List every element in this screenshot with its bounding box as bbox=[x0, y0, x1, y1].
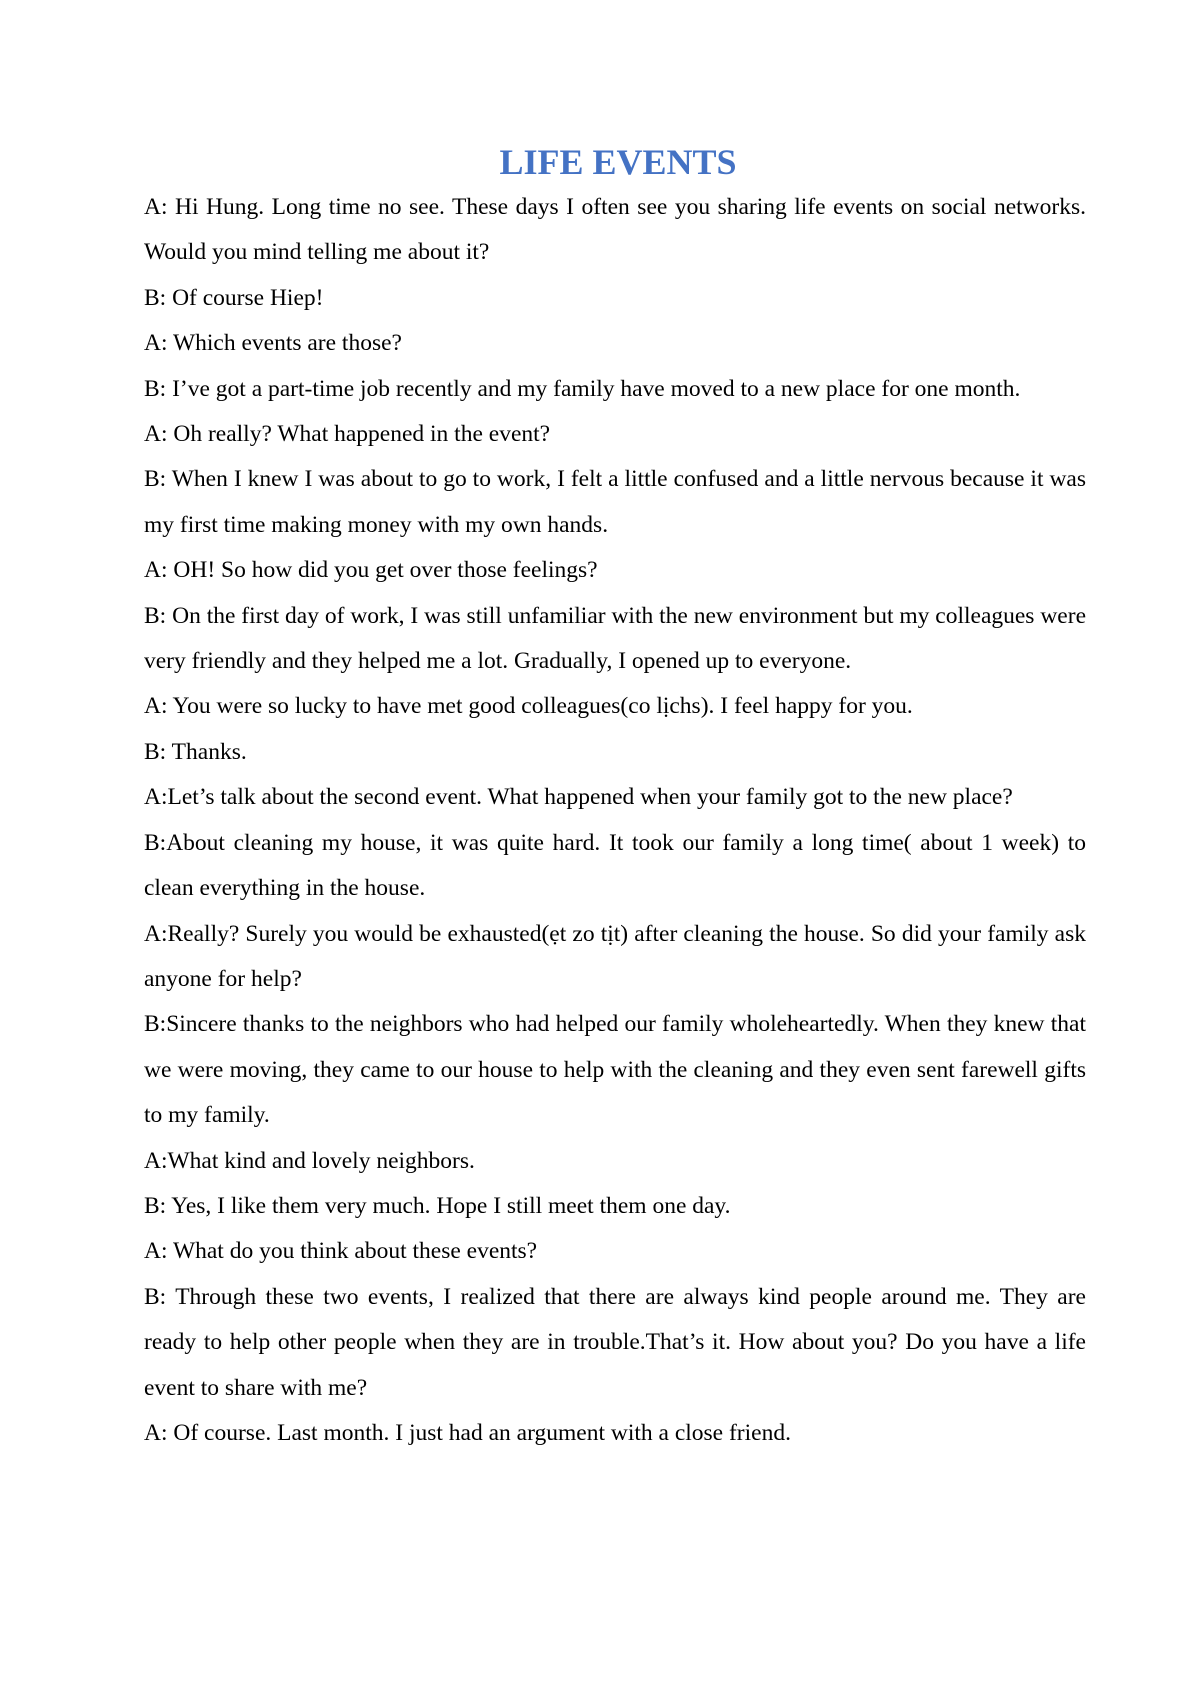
dialogue-line: B: Of course Hiep! bbox=[144, 284, 324, 311]
dialogue-line: B: Yes, I like them very much. Hope I still meet them one day. bbox=[144, 1192, 731, 1219]
dialogue-line: A: You were so lucky to have met good colleagues(co lịchs). I feel happy for you. bbox=[144, 693, 913, 720]
dialogue-line: B: Thanks. bbox=[144, 738, 247, 765]
dialogue-line: A:What kind and lovely neighbors. bbox=[144, 1147, 475, 1174]
dialogue-line: A: Hi Hung. Long time no see. These days I often see you sharing life events on social networks. Would you mind telling me about it? bbox=[144, 194, 1086, 266]
dialogue-line: B: When I knew I was about to go to work, I felt a little confused and a little nervous because it was my first time making money with my own hands. bbox=[144, 466, 1086, 538]
dialogue-line: B: I’ve got a part-time job recently and my family have moved to a new place for one month. bbox=[144, 375, 1021, 402]
dialogue-line: A:Really? Surely you would be exhausted(ẹt zo tịt) after cleaning the house. So did your family ask anyone for help? bbox=[144, 920, 1086, 992]
dialogue-line: A: Of course. Last month. I just had an argument with a close friend. bbox=[144, 1419, 791, 1446]
dialogue-line: A: What do you think about these events? bbox=[144, 1238, 538, 1265]
dialogue-line: A: Oh really? What happened in the event? bbox=[144, 421, 551, 448]
dialogue-line: B: On the first day of work, I was still unfamiliar with the new environment but my colleagues were very friendly and they helped me a lot. Gradually, I opened up to everyone. bbox=[144, 602, 1086, 675]
dialogue-line: A: OH! So how did you get over those feelings? bbox=[144, 557, 598, 584]
dialogue-line: A: Which events are those? bbox=[144, 330, 402, 357]
dialogue-line: B:Sincere thanks to the neighbors who had helped our family wholeheartedly. When they knew that we were moving, they came to our house to help with the cleaning and they even sent farewell gifts to my family. bbox=[144, 1011, 1086, 1129]
dialogue-body bbox=[144, 185, 1086, 1456]
dialogue-line: A:Let’s talk about the second event. What happened when your family got to the new place? bbox=[144, 784, 1013, 811]
dialogue-line: B:About cleaning my house, it was quite hard. It took our family a long time( about 1 week) to clean everything in the house. bbox=[144, 829, 1086, 902]
document-title: LIFE EVENTS bbox=[499, 142, 737, 182]
dialogue-line: B: Through these two events, I realized that there are always kind people around me. They are ready to help other people when they are in trouble.That’s it. How about you? Do you have a life event to share with me? bbox=[144, 1283, 1086, 1401]
